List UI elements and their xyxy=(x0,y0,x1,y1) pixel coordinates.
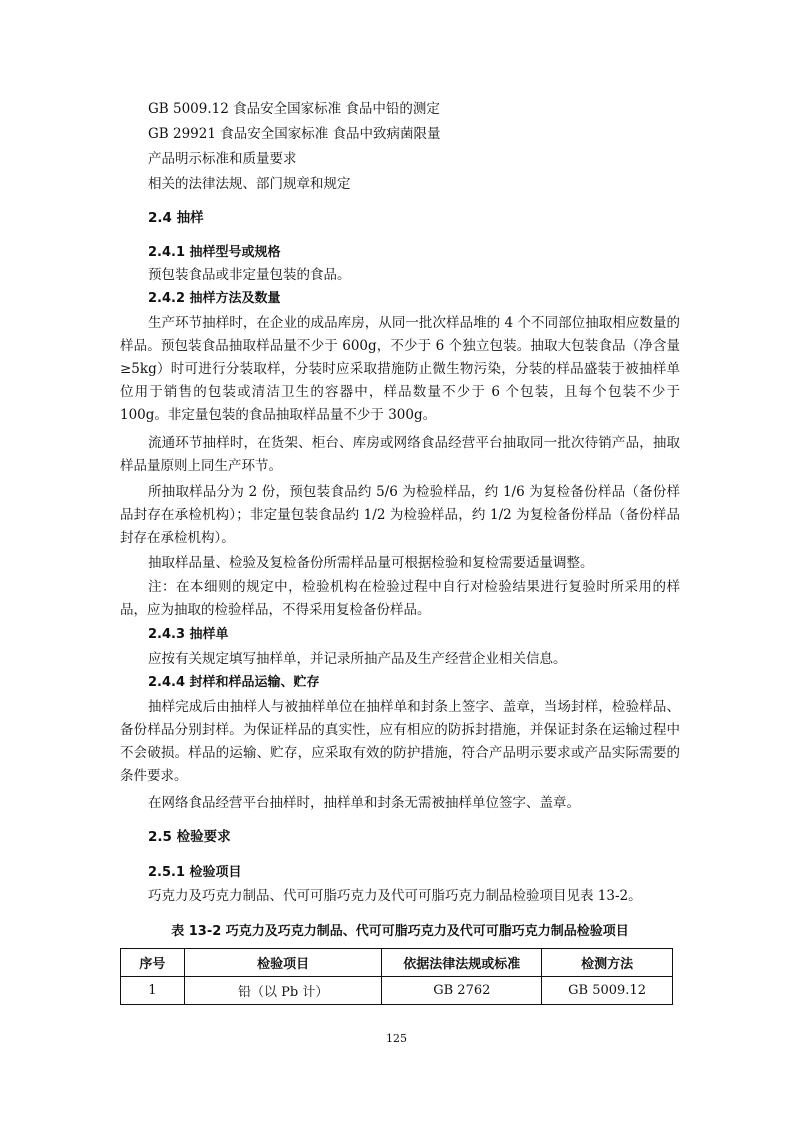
paragraph: 流通环节抽样时，在货架、柜台、库房或网络食品经营平台抽取同一批次待销产品，抽取样品量原则上同生产环节。 xyxy=(120,435,680,474)
paragraph: 预包装食品或非定量包装的食品。 xyxy=(148,267,351,283)
paragraph: 所抽取样品分为 2 份，预包装食品约 5/6 为检验样品，约 1/6 为复检备份样品（备份样品封存在承检机构）；非定量包装食品约 1/2 为检验样品，约 1/2 为复检备份样品（备份样品封存在承检机构）。 xyxy=(120,484,680,546)
page-number: 125 xyxy=(386,1032,407,1045)
standard-item: GB 29921 食品安全国家标准 食品中致病菌限量 xyxy=(148,126,441,142)
subsection-heading-2-4-3: 2.4.3 抽样单 xyxy=(148,627,229,642)
column-header: 序号 xyxy=(121,949,185,977)
paragraph: 在网络食品经营平台抽样时，抽样单和封条无需被抽样单位签字、盖章。 xyxy=(148,795,580,811)
paragraph: 巧克力及巧克力制品、代可可脂巧克力及代可可脂巧克力制品检验项目见表 13-2。 xyxy=(148,888,642,904)
subsection-heading-2-5-1: 2.5.1 检验项目 xyxy=(148,865,242,880)
table-header-row xyxy=(121,949,673,977)
table-row xyxy=(121,977,673,1005)
paragraph: 抽取样品量、检验及复检备份所需样品量可根据检验和复检需要适量调整。 xyxy=(148,555,594,571)
table-cell: GB 5009.12 xyxy=(542,977,673,1005)
table-cell: 1 xyxy=(121,977,185,1005)
column-header: 检测方法 xyxy=(542,949,673,977)
standard-item: GB 5009.12 食品安全国家标准 食品中铅的测定 xyxy=(148,101,440,117)
paragraph: 生产环节抽样时，在企业的成品库房，从同一批次样品堆的 4 个不同部位抽取相应数量的样品。预包装食品抽取样品量不少于 600g，不少于 6 个独立包装。抽取大包装食品（净含量≥5kg）时可进行分装取样，分装时应采取措施防止微生物污染，分装的样品盛装于被抽样单位用于销售的包装或清洁卫生的容器中，样品数量不少于 6 个包装，且每个包装不少于 100g。非定量包装的食品抽取样品量不少于 300g。 xyxy=(120,315,680,423)
column-header: 检验项目 xyxy=(184,949,382,977)
note-paragraph: 注：在本细则的规定中，检验机构在检验过程中自行对检验结果进行复验时所采用的样品，应为抽取的检验样品，不得采用复检备份样品。 xyxy=(120,579,680,618)
subsection-heading-2-4-4: 2.4.4 封样和样品运输、贮存 xyxy=(148,675,320,690)
table-caption: 表 13-2 巧克力及巧克力制品、代可可脂巧克力及代可可脂巧克力制品检验项目 xyxy=(171,924,629,939)
section-heading-2-5: 2.5 检验要求 xyxy=(148,829,231,845)
table-cell: GB 2762 xyxy=(382,977,542,1005)
standard-item: 相关的法律法规、部门规章和规定 xyxy=(148,176,351,192)
column-header: 依据法律法规或标准 xyxy=(382,949,542,977)
table-cell: 铅（以 Pb 计） xyxy=(184,977,382,1005)
inspection-items-table xyxy=(120,948,673,1005)
subsection-heading-2-4-2: 2.4.2 抽样方法及数量 xyxy=(148,291,281,306)
subsection-heading-2-4-1: 2.4.1 抽样型号或规格 xyxy=(148,245,281,260)
section-heading-2-4: 2.4 抽样 xyxy=(148,210,204,226)
paragraph: 应按有关规定填写抽样单，并记录所抽产品及生产经营企业相关信息。 xyxy=(148,651,567,667)
standard-item: 产品明示标准和质量要求 xyxy=(148,151,297,167)
paragraph: 抽样完成后由抽样人与被抽样单位在抽样单和封条上签字、盖章，当场封样，检验样品、备份样品分别封样。为保证样品的真实性，应有相应的防拆封措施，并保证封条在运输过程中不会破损。样品的运输、贮存，应采取有效的防护措施，符合产品明示要求或产品实际需要的条件要求。 xyxy=(120,699,680,784)
